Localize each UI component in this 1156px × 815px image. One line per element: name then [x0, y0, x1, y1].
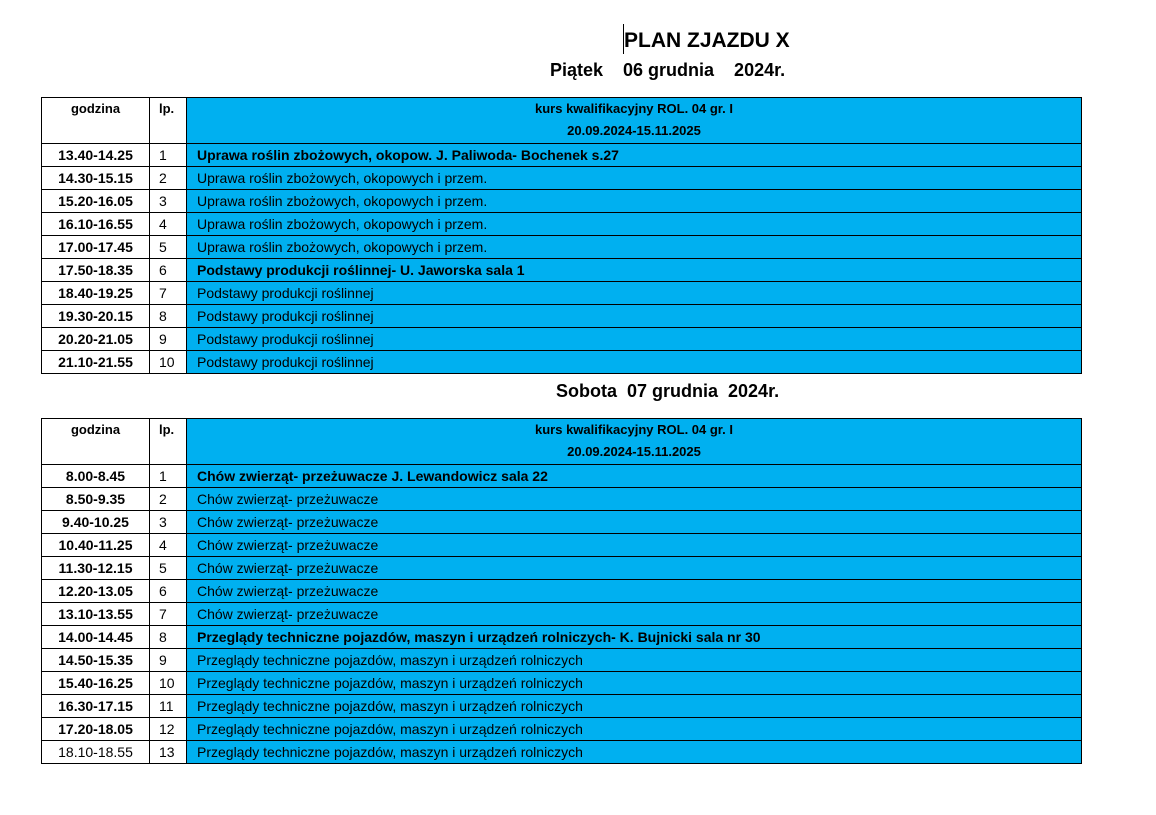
header-course-name: kurs kwalifikacyjny ROL. 04 gr. I — [535, 101, 733, 116]
time-cell: 17.50-18.35 — [42, 259, 150, 282]
header-lp: lp. — [150, 98, 187, 144]
time-cell: 14.30-15.15 — [42, 167, 150, 190]
table-row — [42, 259, 1082, 282]
subject-cell: Uprawa roślin zbożowych, okopowych i przem. — [187, 236, 1082, 259]
time-cell: 16.10-16.55 — [42, 213, 150, 236]
subject-cell: Przeglądy techniczne pojazdów, maszyn i urządzeń rolniczych — [187, 672, 1082, 695]
lp-cell: 7 — [150, 603, 187, 626]
table-row — [42, 672, 1082, 695]
table-row — [42, 144, 1082, 167]
subject-cell: Chów zwierząt- przeżuwacze — [187, 488, 1082, 511]
lp-cell: 5 — [150, 236, 187, 259]
subject-cell: Przeglądy techniczne pojazdów, maszyn i urządzeń rolniczych — [187, 741, 1082, 764]
header-course-name: kurs kwalifikacyjny ROL. 04 gr. I — [535, 422, 733, 437]
lp-cell: 9 — [150, 649, 187, 672]
lp-cell: 6 — [150, 259, 187, 282]
subject-cell: Podstawy produkcji roślinnej — [187, 305, 1082, 328]
table-row — [42, 718, 1082, 741]
lp-cell: 8 — [150, 305, 187, 328]
table-row — [42, 305, 1082, 328]
time-cell: 21.10-21.55 — [42, 351, 150, 374]
header-course — [187, 98, 1082, 144]
subject-cell: Uprawa roślin zbożowych, okopowych i przem. — [187, 213, 1082, 236]
time-cell: 14.50-15.35 — [42, 649, 150, 672]
lp-cell: 2 — [150, 488, 187, 511]
time-cell: 18.10-18.55 — [42, 741, 150, 764]
time-cell: 15.40-16.25 — [42, 672, 150, 695]
time-cell: 8.00-8.45 — [42, 465, 150, 488]
table-row — [42, 167, 1082, 190]
table-row — [42, 649, 1082, 672]
lp-cell: 13 — [150, 741, 187, 764]
page-title: PLAN ZJAZDU X — [624, 29, 790, 52]
header-course-dates: 20.09.2024-15.11.2025 — [567, 444, 701, 459]
table-header-row — [42, 419, 1082, 465]
table-row — [42, 351, 1082, 374]
lp-cell: 3 — [150, 190, 187, 213]
time-cell: 9.40-10.25 — [42, 511, 150, 534]
subject-cell: Chów zwierząt- przeżuwacze J. Lewandowicz sala 22 — [187, 465, 1082, 488]
header-time: godzina — [42, 98, 150, 144]
header-course — [187, 419, 1082, 465]
time-cell: 16.30-17.15 — [42, 695, 150, 718]
header-course-dates: 20.09.2024-15.11.2025 — [567, 123, 701, 138]
table-row — [42, 534, 1082, 557]
time-cell: 8.50-9.35 — [42, 488, 150, 511]
time-cell: 20.20-21.05 — [42, 328, 150, 351]
subject-cell: Uprawa roślin zbożowych, okopow. J. Paliwoda- Bochenek s.27 — [187, 144, 1082, 167]
table-row — [42, 626, 1082, 649]
header-time: godzina — [42, 419, 150, 465]
table-row — [42, 282, 1082, 305]
subject-cell: Podstawy produkcji roślinnej — [187, 328, 1082, 351]
table-row — [42, 488, 1082, 511]
time-cell: 12.20-13.05 — [42, 580, 150, 603]
subject-cell: Przeglądy techniczne pojazdów, maszyn i urządzeń rolniczych — [187, 718, 1082, 741]
subject-cell: Przeglądy techniczne pojazdów, maszyn i urządzeń rolniczych- K. Bujnicki sala nr 30 — [187, 626, 1082, 649]
lp-cell: 8 — [150, 626, 187, 649]
lp-cell: 5 — [150, 557, 187, 580]
table-header-row — [42, 98, 1082, 144]
time-cell: 14.00-14.45 — [42, 626, 150, 649]
lp-cell: 3 — [150, 511, 187, 534]
lp-cell: 6 — [150, 580, 187, 603]
lp-cell: 12 — [150, 718, 187, 741]
subject-cell: Chów zwierząt- przeżuwacze — [187, 511, 1082, 534]
table-row — [42, 695, 1082, 718]
lp-cell: 1 — [150, 465, 187, 488]
subject-cell: Uprawa roślin zbożowych, okopowych i przem. — [187, 190, 1082, 213]
lp-cell: 10 — [150, 672, 187, 695]
subject-cell: Przeglądy techniczne pojazdów, maszyn i urządzeń rolniczych — [187, 649, 1082, 672]
lp-cell: 7 — [150, 282, 187, 305]
time-cell: 15.20-16.05 — [42, 190, 150, 213]
time-cell: 13.10-13.55 — [42, 603, 150, 626]
subject-cell: Przeglądy techniczne pojazdów, maszyn i urządzeń rolniczych — [187, 695, 1082, 718]
header-lp: lp. — [150, 419, 187, 465]
table-row — [42, 236, 1082, 259]
lp-cell: 9 — [150, 328, 187, 351]
table-row — [42, 190, 1082, 213]
table-row — [42, 511, 1082, 534]
lp-cell: 11 — [150, 695, 187, 718]
table-row — [42, 741, 1082, 764]
lp-cell: 4 — [150, 213, 187, 236]
time-cell: 17.00-17.45 — [42, 236, 150, 259]
table-row — [42, 213, 1082, 236]
schedule-table-friday — [41, 97, 1082, 374]
lp-cell: 4 — [150, 534, 187, 557]
time-cell: 13.40-14.25 — [42, 144, 150, 167]
time-cell: 17.20-18.05 — [42, 718, 150, 741]
day-heading-saturday: Sobota 07 grudnia 2024r. — [556, 381, 780, 401]
table-row — [42, 465, 1082, 488]
table-row — [42, 328, 1082, 351]
lp-cell: 1 — [150, 144, 187, 167]
table-row — [42, 603, 1082, 626]
subject-cell: Uprawa roślin zbożowych, okopowych i przem. — [187, 167, 1082, 190]
lp-cell: 10 — [150, 351, 187, 374]
subject-cell: Podstawy produkcji roślinnej — [187, 282, 1082, 305]
table-row — [42, 580, 1082, 603]
time-cell: 11.30-12.15 — [42, 557, 150, 580]
table-row — [42, 557, 1082, 580]
time-cell: 19.30-20.15 — [42, 305, 150, 328]
subject-cell: Chów zwierząt- przeżuwacze — [187, 580, 1082, 603]
subject-cell: Chów zwierząt- przeżuwacze — [187, 603, 1082, 626]
subject-cell: Podstawy produkcji roślinnej- U. Jaworska sala 1 — [187, 259, 1082, 282]
subject-cell: Podstawy produkcji roślinnej — [187, 351, 1082, 374]
time-cell: 10.40-11.25 — [42, 534, 150, 557]
subject-cell: Chów zwierząt- przeżuwacze — [187, 557, 1082, 580]
lp-cell: 2 — [150, 167, 187, 190]
schedule-table-saturday — [41, 418, 1082, 764]
day-heading-friday: Piątek 06 grudnia 2024r. — [550, 60, 786, 80]
subject-cell: Chów zwierząt- przeżuwacze — [187, 534, 1082, 557]
time-cell: 18.40-19.25 — [42, 282, 150, 305]
